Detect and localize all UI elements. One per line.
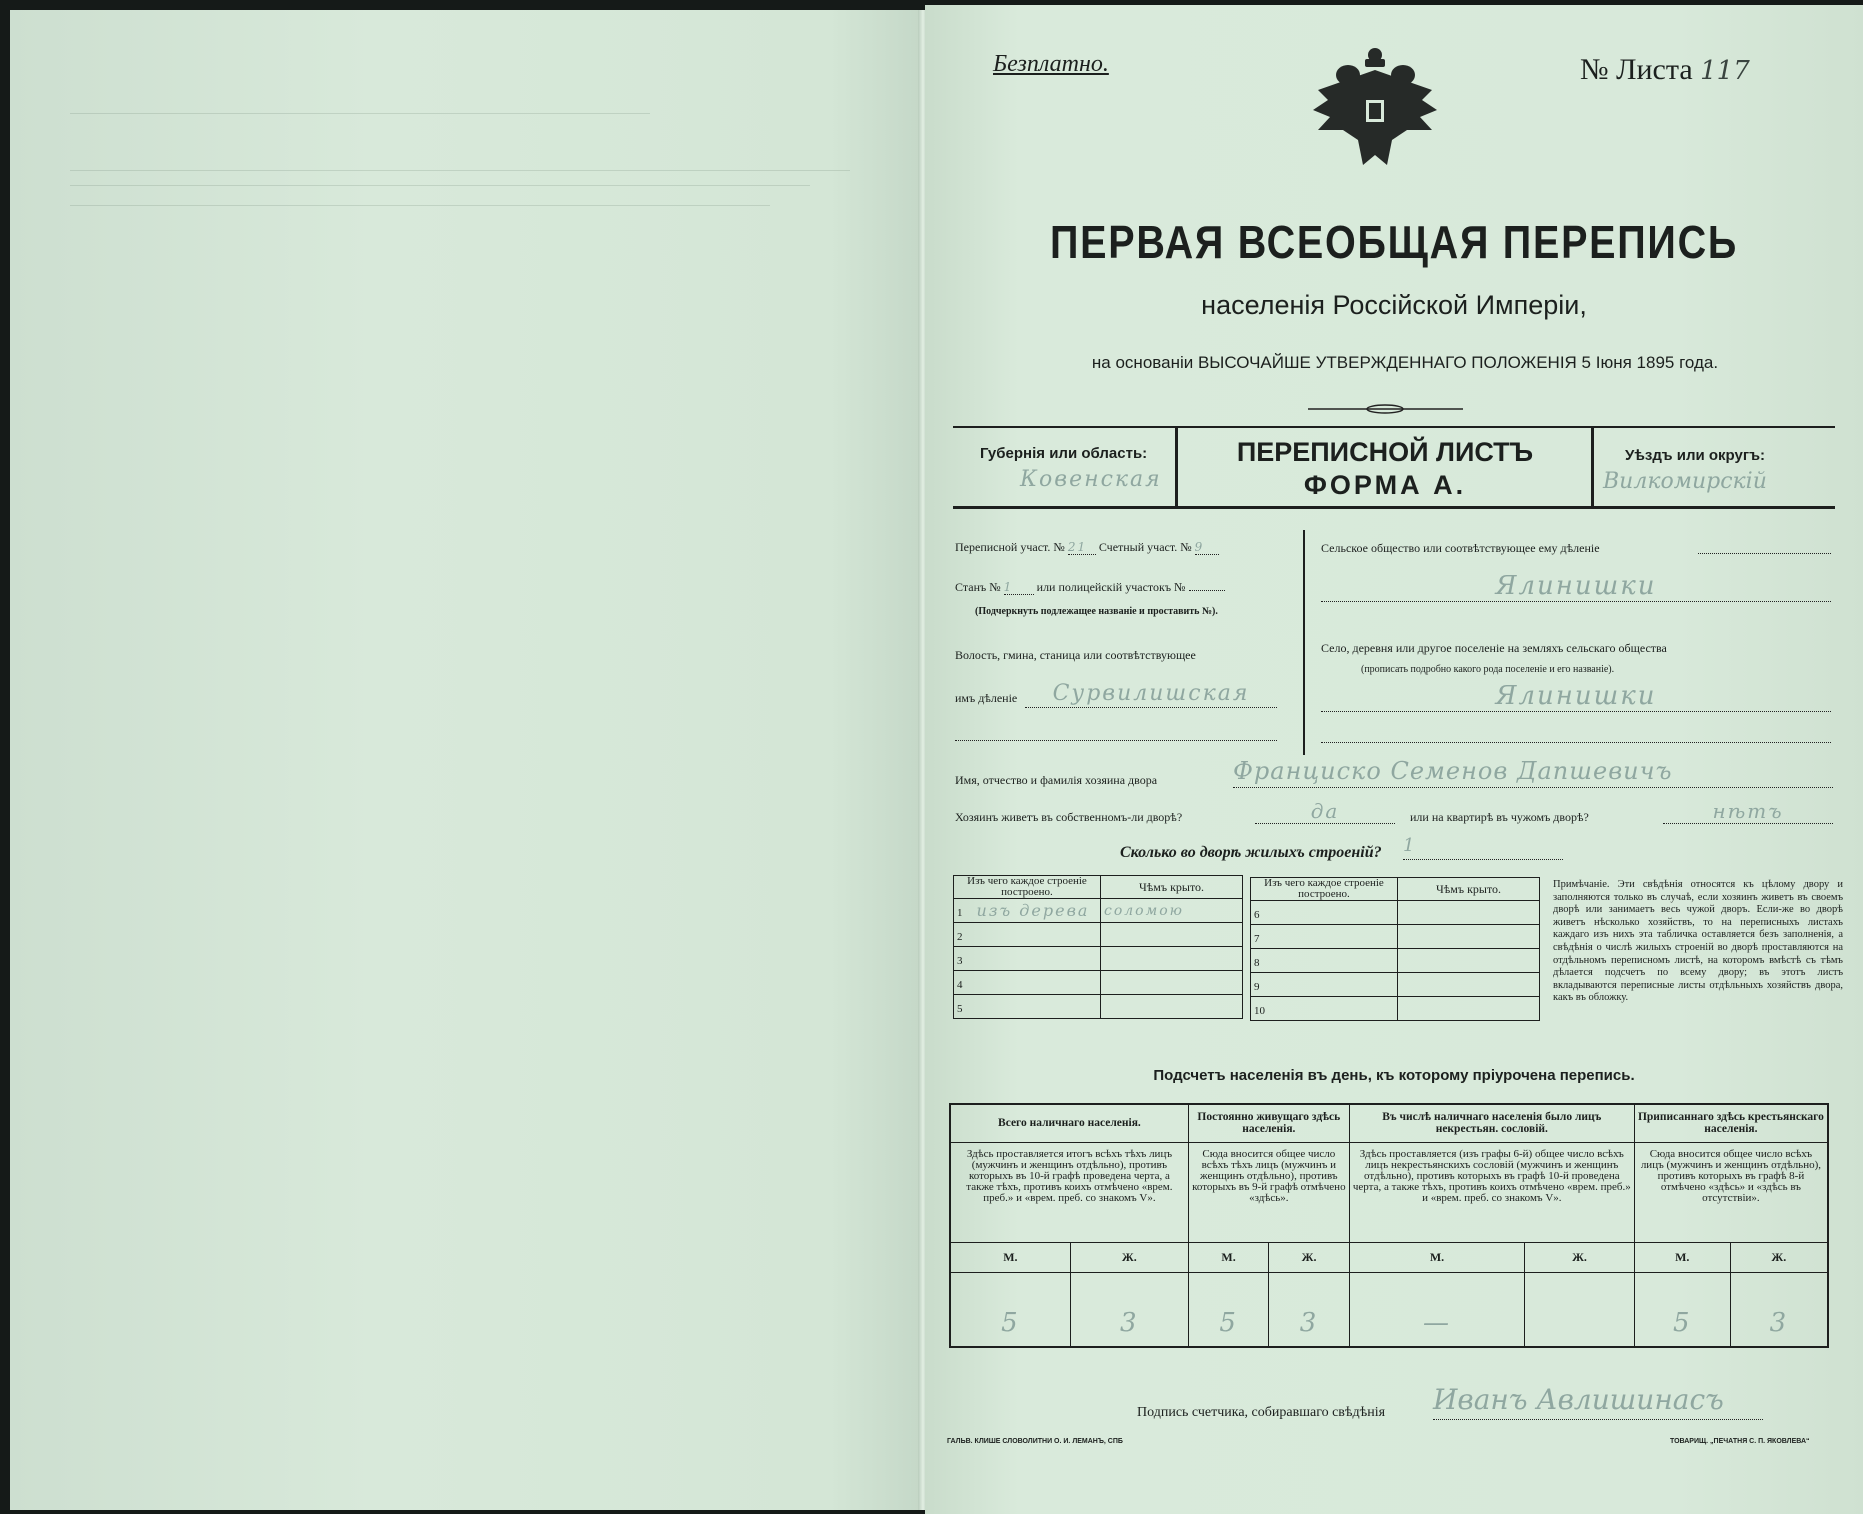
society-value: Ялинишки [1321, 571, 1831, 602]
building-roof [1398, 925, 1540, 949]
building-material-cell [954, 995, 1101, 1019]
village-label: Село, деревня или другое поселеніе на земляхъ сельскаго общества [1321, 641, 1667, 655]
building-number: 7 [1254, 933, 1260, 945]
col-built-header: Изъ чего каждое строеніе построено. [1251, 878, 1398, 901]
building-material-cell [1251, 901, 1398, 925]
building-row [954, 971, 1243, 995]
building-material-cell [1251, 949, 1398, 973]
building-row [1251, 997, 1540, 1021]
population-col-title: Приписаннаго здѣсь крестьянскаго населенія. [1634, 1104, 1828, 1142]
building-material-cell [954, 947, 1101, 971]
building-number: 4 [957, 979, 963, 991]
owner-label: Имя, отчество и фамилія хозяина двора [955, 773, 1158, 787]
signature-value: Иванъ Авлишинасъ [1433, 1383, 1763, 1420]
other-yard-label: или на квартирѣ въ чужомъ дворѣ? [1410, 810, 1589, 824]
building-roof [1398, 973, 1540, 997]
sheet-number-value: 117 [1700, 56, 1750, 86]
building-material-cell [954, 971, 1101, 995]
building-number: 1 [957, 907, 963, 919]
male-count: 5 [1634, 1272, 1730, 1347]
population-col-title: Постоянно живущаго здѣсь населенія. [1188, 1104, 1349, 1142]
district-value: 21 [1068, 540, 1096, 555]
own-yard-value: да [1255, 799, 1395, 824]
census-form-page [925, 5, 1863, 1514]
stan-row: Станъ № 1 или полицейскій участокъ № [955, 580, 1295, 595]
form-title: ПЕРЕПИСНОЙ ЛИСТЪ [1236, 437, 1534, 467]
footer-left: ГАЛЬВ. КЛИШЕ СЛОВОЛИТНИ О. И. ЛЕМАНЪ, СПБ [947, 1438, 1123, 1445]
village-note: (прописать подробно какого рода поселеніе и его названіе). [1361, 664, 1615, 675]
building-roof: соломою [1101, 899, 1243, 923]
population-col-desc: Здѣсь проставляется итогъ всѣхъ тѣхъ лицъ (мужчинъ и женщинъ отдѣльно), противъ которыхъ въ 10-й графѣ проведена черта, а также тѣхъ, противъ коихъ отмѣчено «врем. преб.» и «врем. преб. со знакомъ V». [950, 1142, 1188, 1242]
male-label: М. [950, 1242, 1070, 1272]
building-row [1251, 973, 1540, 997]
building-number: 3 [957, 955, 963, 967]
building-row [1251, 949, 1540, 973]
building-row [1251, 901, 1540, 925]
building-roof [1101, 923, 1243, 947]
volost-label-2: имъ дѣленіе [955, 691, 1018, 705]
buildings-value: 1 [1403, 835, 1563, 860]
male-count: — [1349, 1272, 1524, 1347]
sheet-number-label: № Листа [1580, 53, 1693, 86]
population-col-title: Всего наличнаго населенія. [950, 1104, 1188, 1142]
male-count: 5 [1188, 1272, 1268, 1347]
female-label: Ж. [1269, 1242, 1349, 1272]
col-built-header: Изъ чего каждое строеніе построено. [954, 876, 1101, 899]
signature-label: Подпись счетчика, собиравшаго свѣдѣнія [1137, 1405, 1386, 1420]
building-row [954, 923, 1243, 947]
male-label: М. [1188, 1242, 1268, 1272]
other-yard-value: нѣтъ [1663, 799, 1833, 824]
col-roof-header: Чѣмъ крыто. [1398, 878, 1540, 901]
subtitle: населенія Россійской Имперіи, [1201, 290, 1587, 320]
building-number: 2 [957, 931, 963, 943]
population-table [949, 1103, 1829, 1348]
male-label: М. [1349, 1242, 1524, 1272]
volost-label: Волость, гмина, станица или соотвѣтствующее [955, 648, 1196, 662]
female-label: Ж. [1730, 1242, 1828, 1272]
uyezd-label: Уѣздъ или округъ: [1625, 447, 1766, 464]
district-row: Переписной участ. № 21 Счетный участ. № 9 [955, 540, 1295, 555]
building-material-cell [1251, 973, 1398, 997]
building-material-cell [1251, 925, 1398, 949]
building-material-cell [954, 899, 1101, 923]
female-count: 3 [1070, 1272, 1188, 1347]
building-material: изъ дерева [976, 901, 1090, 920]
female-count: 3 [1269, 1272, 1349, 1347]
building-roof [1101, 995, 1243, 1019]
building-row [1251, 925, 1540, 949]
free-label: Безплатно. [993, 51, 1109, 77]
village-value: Ялинишки [1321, 681, 1831, 712]
volost-value: Сурвилишская [1025, 681, 1277, 708]
owner-value: Франциско Семенов Дапшевичъ [1233, 757, 1833, 788]
population-col-desc: Сюда вносится общее число всѣхъ тѣхъ лицъ (мужчинъ и женщинъ отдѣльно), противъ которыхъ въ 9-й графѣ отмѣчено «здѣсь». [1188, 1142, 1349, 1242]
population-col-desc: Здѣсь проставляется (изъ графы 6-й) общее число всѣхъ лицъ некрестьянскихъ сословій (мужчинъ и женщинъ отдѣльно), противъ которыхъ въ графѣ 10-й проведена черта, а также тѣхъ, противъ коихъ отмѣчено «врем. преб.» и «врем. преб. со знакомъ V». [1349, 1142, 1634, 1242]
main-title: ПЕРВАЯ ВСЕОБЩАЯ ПЕРЕПИСЬ [1049, 216, 1739, 268]
uyezd-value: Вилкомирскій [1603, 469, 1767, 494]
population-col-title: Въ числѣ наличнаго населенія было лицъ некрестьян. сословій. [1349, 1104, 1634, 1142]
male-count: 5 [950, 1272, 1070, 1347]
building-material-cell [1251, 997, 1398, 1021]
note-text: Примѣчаніе. Эти свѣдѣнія относятся къ цѣлому двору и заполняются только въ случаѣ, если хозяинъ живетъ въ своемъ дворѣ или занимаетъ весь чужой дворъ. Если-же во дворѣ живетъ нѣсколько хозяйствъ, то на переписныхъ листахъ каждаго изъ нихъ эта табличка оставляется безъ заполненія, а свѣдѣнія о числѣ жилыхъ строеній во дворѣ проставляются на отдѣльномъ переписномъ листѣ, на которомъ вмѣстѣ съ тѣмъ дѣлается подсчетъ по всему двору; въ этотъ листъ вкладываются переписные листы отдѣльныхъ хозяйствъ двора, какъ въ обложку. [1553, 879, 1843, 1004]
building-roof [1101, 971, 1243, 995]
building-number: 8 [1254, 957, 1260, 969]
buildings-table-right [1250, 877, 1540, 1021]
stan-value: 1 [1004, 580, 1034, 595]
own-yard-label: Хозяинъ живетъ въ собственномъ-ли дворѣ? [955, 810, 1183, 824]
imperial-eagle-emblem [1308, 45, 1443, 170]
female-count: 3 [1730, 1272, 1828, 1347]
building-roof [1398, 997, 1540, 1021]
female-count [1525, 1272, 1635, 1347]
legal-basis: на основаніи ВЫСОЧАЙШЕ УТВЕРЖДЕННАГО ПОЛОЖЕНІЯ 5 Іюня 1895 года. [1091, 353, 1719, 372]
population-heading: Подсчетъ населенія въ день, къ которому пріурочена перепись. [1153, 1067, 1635, 1084]
sheet-number [1580, 53, 1750, 87]
female-label: Ж. [1070, 1242, 1188, 1272]
count-value: 9 [1195, 540, 1219, 555]
building-material-cell [954, 923, 1101, 947]
population-col-desc: Сюда вносится общее число всѣхъ лицъ (мужчинъ и женщинъ отдѣльно), противъ которыхъ въ графѣ 8-й отмѣчено «здѣсь» и «здѣсь въ отсутствіи». [1634, 1142, 1828, 1242]
building-number: 5 [957, 1003, 963, 1015]
building-roof [1101, 947, 1243, 971]
building-roof [1398, 901, 1540, 925]
building-number: 10 [1254, 1005, 1265, 1017]
building-roof [1398, 949, 1540, 973]
left-page-blank [10, 10, 920, 1510]
underline-note: (Подчеркнуть подлежащее названіе и проставить №). [975, 606, 1218, 617]
society-label: Сельское общество или соотвѣтствующее ему дѣленіе [1321, 541, 1600, 555]
buildings-label: Сколько во дворѣ жилыхъ строеній? [1120, 844, 1382, 861]
female-label: Ж. [1525, 1242, 1635, 1272]
col-roof-header: Чѣмъ крыто. [1101, 876, 1243, 899]
footer-right: ТОВАРИЩ. „ПЕЧАТНЯ С. П. ЯКОВЛЕВА“ [1670, 1438, 1810, 1445]
buildings-table-left [953, 875, 1243, 1019]
building-row [954, 995, 1243, 1019]
province-value: Ковенская [1020, 467, 1162, 492]
building-row [954, 947, 1243, 971]
province-label: Губернія или область: [980, 445, 1148, 462]
form-letter: ФОРМА А. [1303, 470, 1467, 500]
ornament-divider [1308, 403, 1463, 415]
building-row [954, 899, 1243, 923]
building-number: 6 [1254, 909, 1260, 921]
building-number: 9 [1254, 981, 1260, 993]
male-label: М. [1634, 1242, 1730, 1272]
